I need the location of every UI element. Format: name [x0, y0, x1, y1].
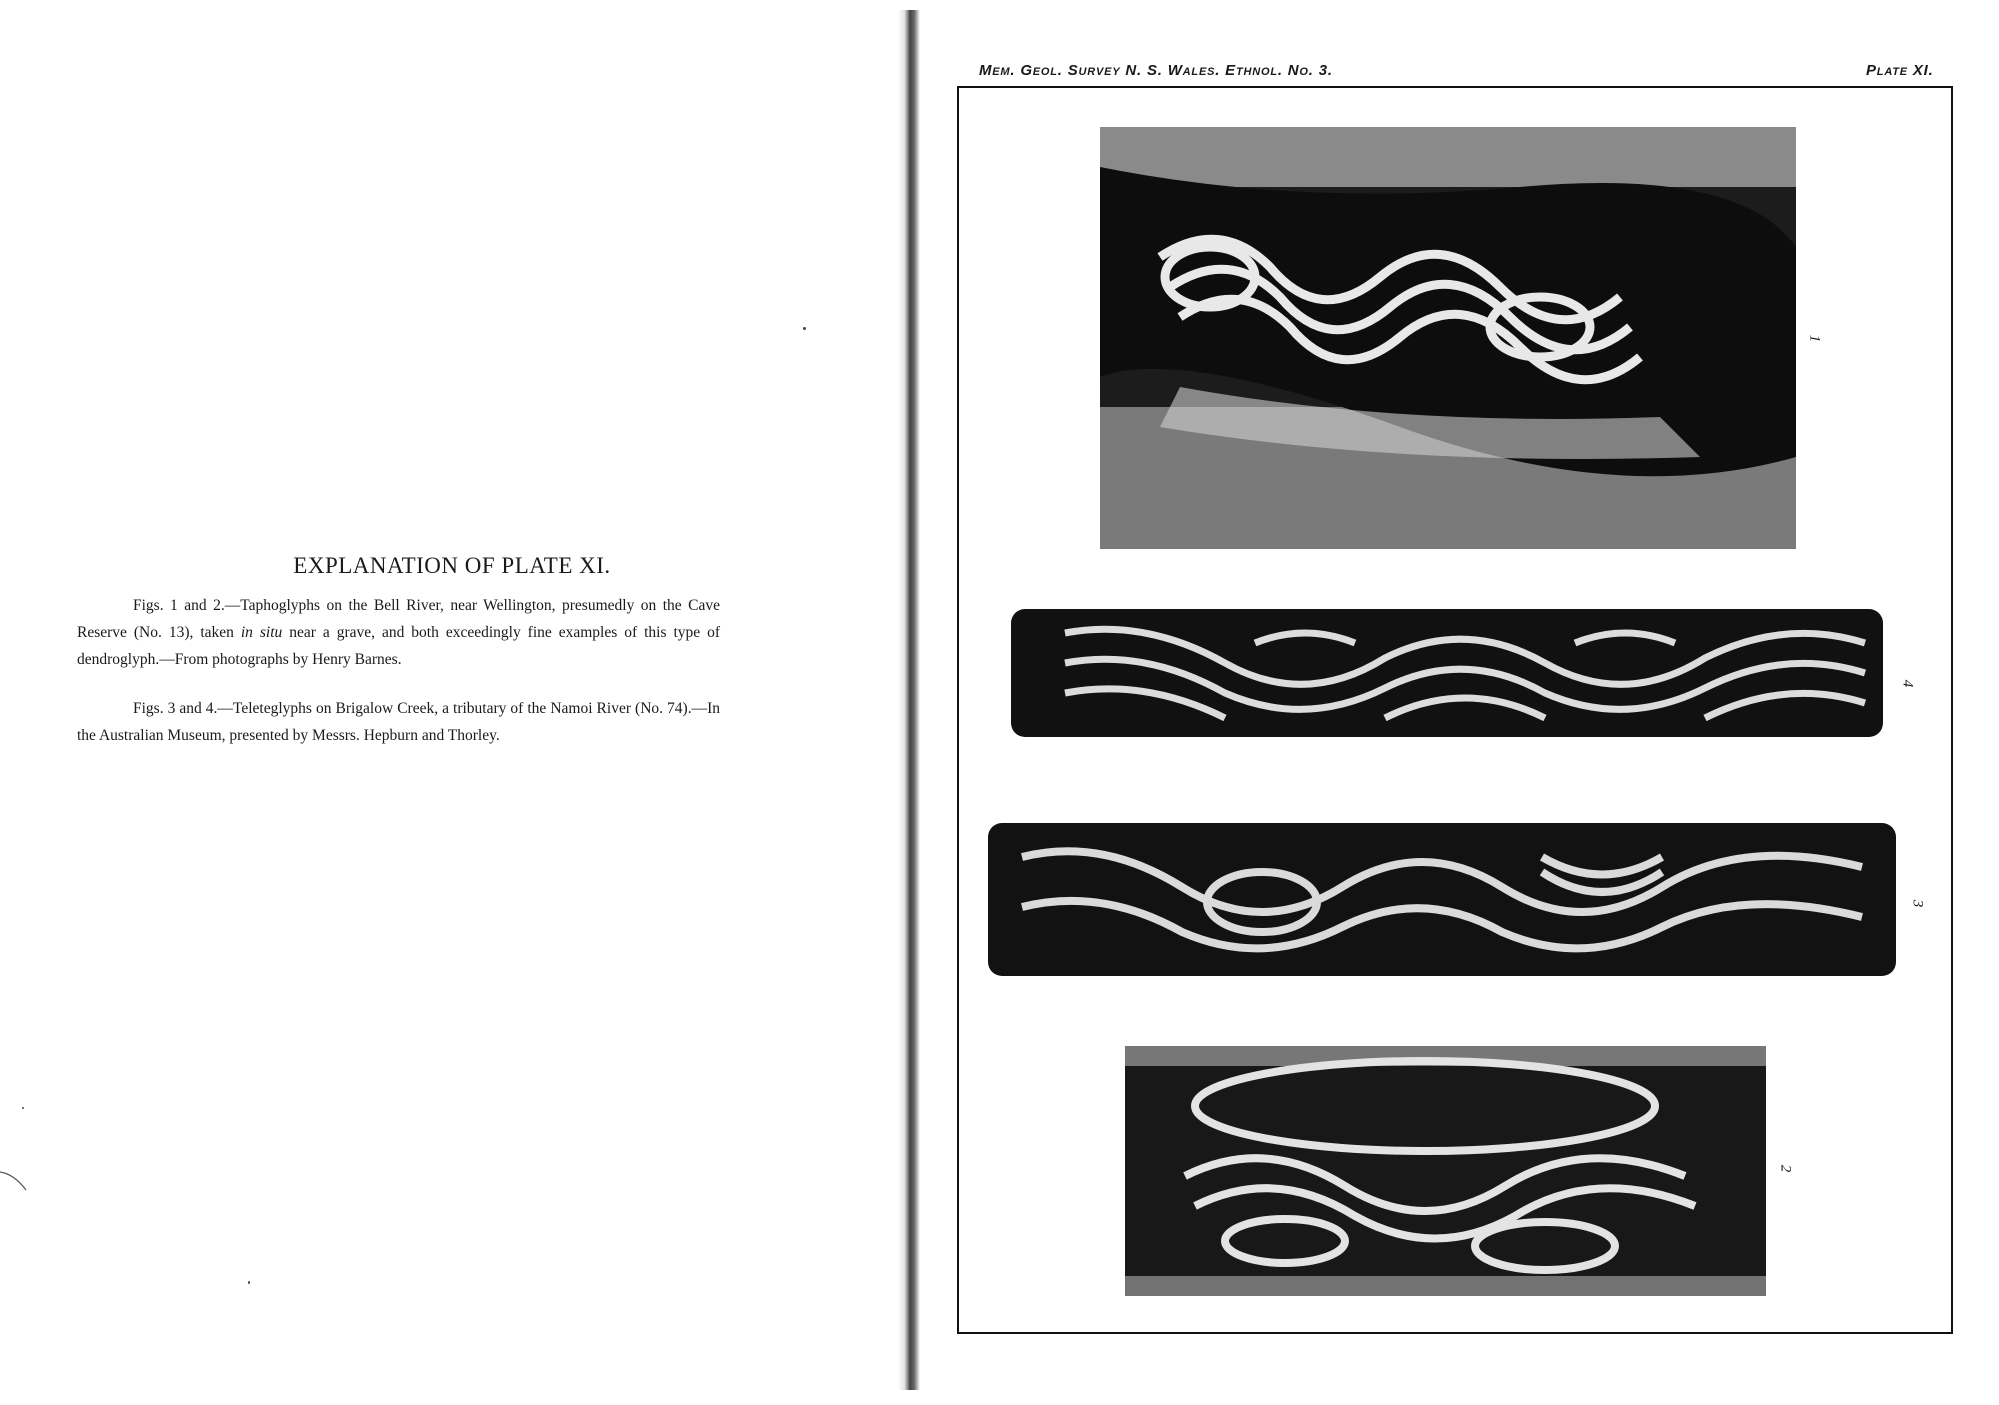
- scan-speck: [803, 327, 806, 330]
- figure-1-photo: [1100, 127, 1796, 549]
- figure-1-number: 1: [1806, 334, 1823, 343]
- scan-mark: [0, 1168, 30, 1194]
- book-spine: [898, 10, 920, 1390]
- plate-header-number: Plate XI.: [1866, 62, 1934, 79]
- paragraph-1-italic: in situ: [240, 624, 283, 641]
- figure-2-photo: [1125, 1046, 1766, 1296]
- scan-speck: [22, 1107, 24, 1109]
- figure-2-number: 2: [1777, 1164, 1794, 1173]
- paragraph-1-text-a: Figs. 1 and 2.—Taphoglyphs on the Bell River, near Wellington, presumedly on the Cave Reserve (No. 13), taken: [77, 597, 720, 641]
- figure-4-number: 4: [1899, 679, 1916, 688]
- paragraph-1-text-b: near a grave, and both exceedingly fine examples of this type of dendroglyph.—From photographs by Henry Barnes.: [77, 624, 721, 668]
- explanation-paragraph-2: Figs. 3 and 4.—Teleteglyphs on Brigalow Creek, a tributary of the Namoi River (No. 74).—In the Australian Museum, presented by Messrs. Hepburn and Thorley.: [77, 700, 720, 744]
- figure-4-photo: [1005, 603, 1888, 743]
- left-page: [0, 0, 900, 1405]
- explanation-title: EXPLANATION OF PLATE XI.: [293, 553, 611, 578]
- scan-speck: [248, 1281, 250, 1284]
- figure-3-photo: [982, 817, 1902, 982]
- explanation-paragraph-1: [77, 592, 720, 673]
- figure-3-number: 3: [1909, 899, 1926, 908]
- plate-header-series: Mem. Geol. Survey N. S. Wales. Ethnol. No. 3.: [979, 62, 1333, 79]
